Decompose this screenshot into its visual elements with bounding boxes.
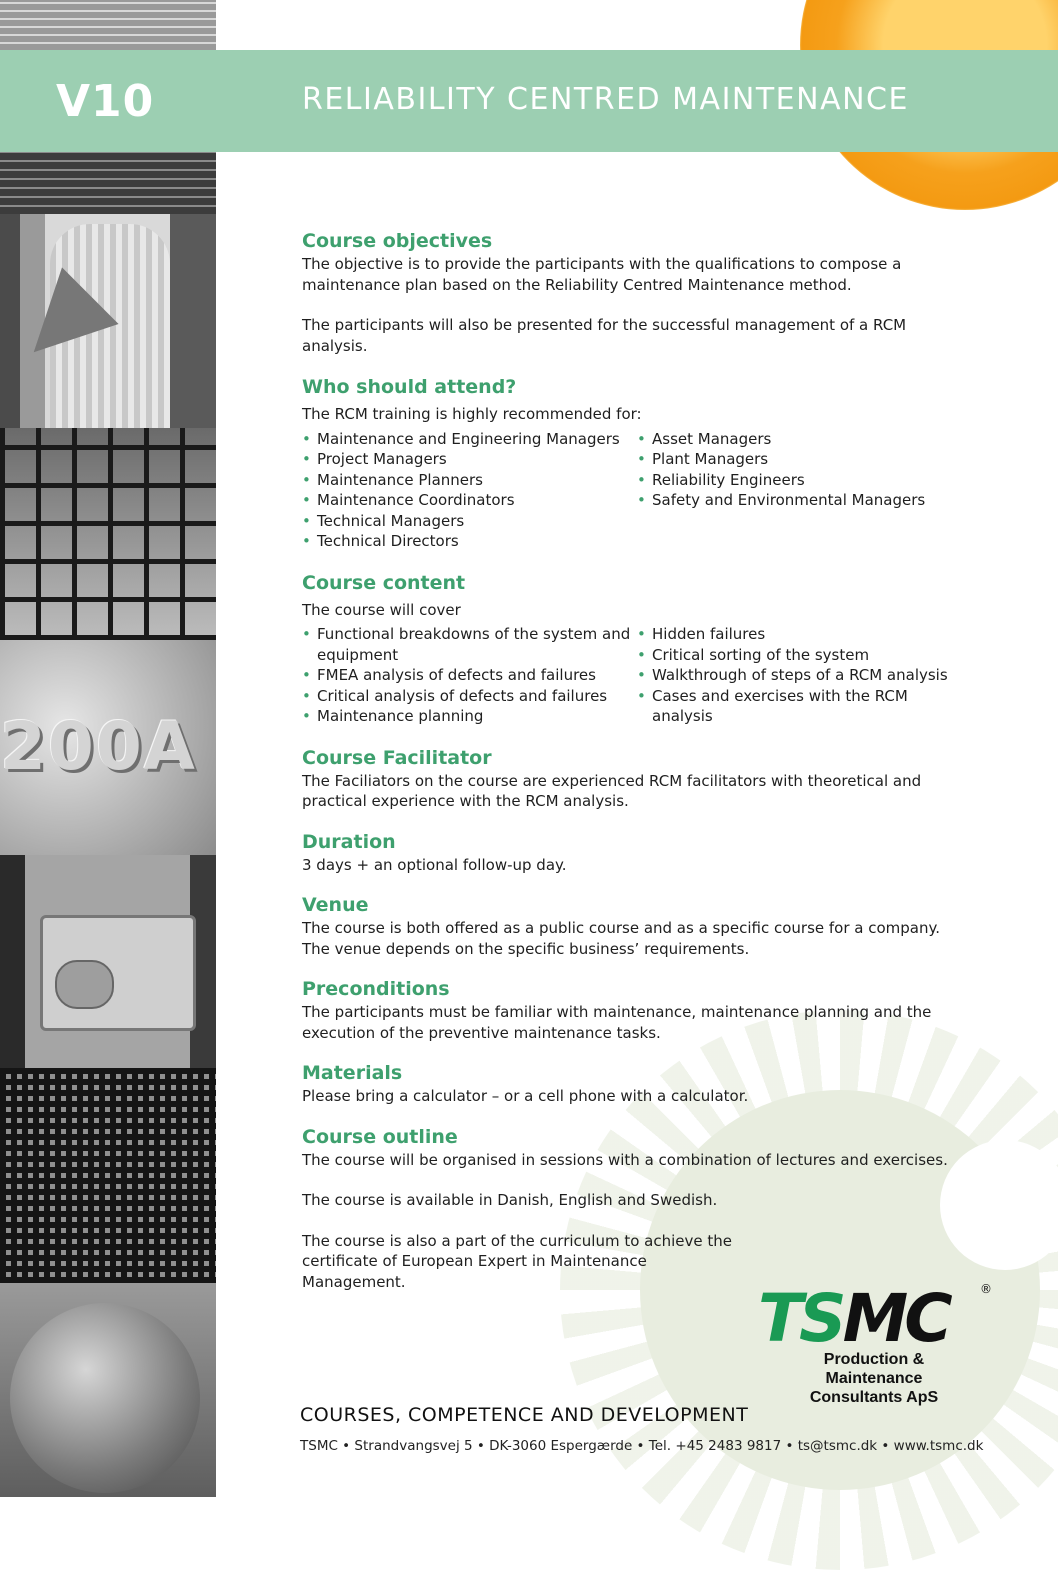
section-content (302, 570, 1002, 727)
attendee-list (302, 429, 1002, 552)
paragraph: The RCM training is highly recommended for: (302, 405, 642, 423)
list-item: • Maintenance and Engineering Managers (302, 429, 637, 450)
photo-metal-grate (0, 1068, 216, 1283)
registered-mark: ® (980, 1282, 992, 1296)
paragraph: Please bring a calculator – or a cell phone with a calculator. (302, 1087, 749, 1105)
tsmc-logo-mark (758, 1280, 949, 1357)
logo-subtitle (782, 1350, 966, 1407)
content-list-right (637, 624, 957, 727)
plate-text: 200A (0, 708, 197, 785)
main-content (302, 228, 1002, 1292)
photo-valve (0, 1283, 216, 1497)
list-item: • Maintenance Planners (302, 470, 637, 491)
section-materials (302, 1060, 1002, 1107)
list-item: • Critical analysis of defects and failures (302, 686, 637, 707)
list-item: • Technical Managers (302, 511, 637, 532)
paragraph: The Faciliators on the course are experienced RCM facilitators with theoretical and practical experience with the RCM analysis. (302, 771, 922, 810)
course-title: RELIABILITY CENTRED MAINTENANCE (302, 82, 909, 117)
section-heading: Duration (302, 830, 396, 853)
photo-brick-wall (0, 0, 216, 50)
paragraph: The course is also a part of the curriculum to achieve the certificate of European Expert in Maintenance Management. (302, 1231, 733, 1291)
footer-address: TSMC • Strandvangsvej 5 • DK-3060 Espergærde • Tel. +45 2483 9817 • ts@tsmc.dk • www.tsmc.dk (300, 1438, 984, 1454)
attendee-list-left (302, 429, 637, 552)
section-duration (302, 829, 1002, 876)
list-item: • Technical Directors (302, 531, 637, 552)
list-item: • Reliability Engineers (637, 470, 925, 491)
logo-line-1: Production & Maintenance (823, 1351, 925, 1387)
content-list-left (302, 624, 637, 727)
photo-factory-windows (0, 428, 216, 640)
section-heading: Course Facilitator (302, 746, 492, 769)
paragraph: The participants will also be presented for the successful management of a RCM analysis. (302, 316, 907, 355)
section-heading: Preconditions (302, 978, 450, 1000)
section-venue (302, 892, 1002, 959)
list-item: • Cases and exercises with the RCM analysis (637, 686, 957, 727)
attendee-list-right (637, 429, 925, 552)
paragraph: The participants must be familiar with maintenance, maintenance planning and the execution of the preventive maintenance tasks. (302, 1003, 932, 1042)
photo-metal-plate (0, 640, 216, 855)
list-item: • FMEA analysis of defects and failures (302, 665, 637, 686)
section-attend (302, 374, 1002, 552)
paragraph: 3 days + an optional follow-up day. (302, 855, 567, 874)
list-item: • Functional breakdowns of the system and equipment (302, 624, 637, 665)
tsmc-logo (758, 1280, 998, 1406)
list-item: • Walkthrough of steps of a RCM analysis (637, 665, 957, 686)
section-heading: Course content (302, 571, 466, 594)
content-list (302, 624, 1002, 727)
course-code: V10 (56, 76, 155, 127)
section-heading: Venue (302, 894, 369, 916)
logo-mc: MC (842, 1280, 949, 1357)
footer-tagline: COURSES, COMPETENCE AND DEVELOPMENT (300, 1404, 749, 1426)
list-item: • Plant Managers (637, 449, 925, 470)
list-item: • Maintenance planning (302, 706, 637, 727)
list-item: • Safety and Environmental Managers (637, 490, 925, 511)
section-heading: Course objectives (302, 230, 493, 252)
list-item: • Hidden failures (637, 624, 957, 645)
list-item: • Asset Managers (637, 429, 925, 450)
paragraph: The course will cover (302, 600, 461, 619)
paragraph: The objective is to provide the participants with the qualifications to compose a maintenance plan based on the Reliability Centred Maintenance method. (302, 255, 902, 294)
section-preconditions (302, 976, 1002, 1043)
section-objectives (302, 228, 1002, 356)
paragraph: The course is available in Danish, English and Swedish. (302, 1191, 718, 1209)
photo-brick-wall-2 (0, 152, 216, 214)
list-item: • Critical sorting of the system (637, 645, 957, 666)
paragraph: The course is both offered as a public course and as a specific course for a company. The venue depends on the specific business’ requirements. (302, 919, 941, 958)
logo-line-2: Consultants ApS (809, 1389, 939, 1406)
photo-strip (0, 0, 216, 1497)
section-outline (302, 1124, 1002, 1293)
section-facilitator (302, 745, 1002, 812)
section-heading: Who should attend? (302, 376, 517, 398)
photo-ventilation-pipe (0, 214, 216, 428)
list-item: • Maintenance Coordinators (302, 490, 637, 511)
list-item: • Project Managers (302, 449, 637, 470)
section-heading: Course outline (302, 1125, 458, 1148)
photo-machine-box (0, 855, 216, 1068)
logo-ts: TS (758, 1280, 843, 1357)
paragraph: The course will be organised in sessions with a combination of lectures and exercises. (302, 1150, 948, 1169)
section-heading: Materials (302, 1062, 403, 1084)
